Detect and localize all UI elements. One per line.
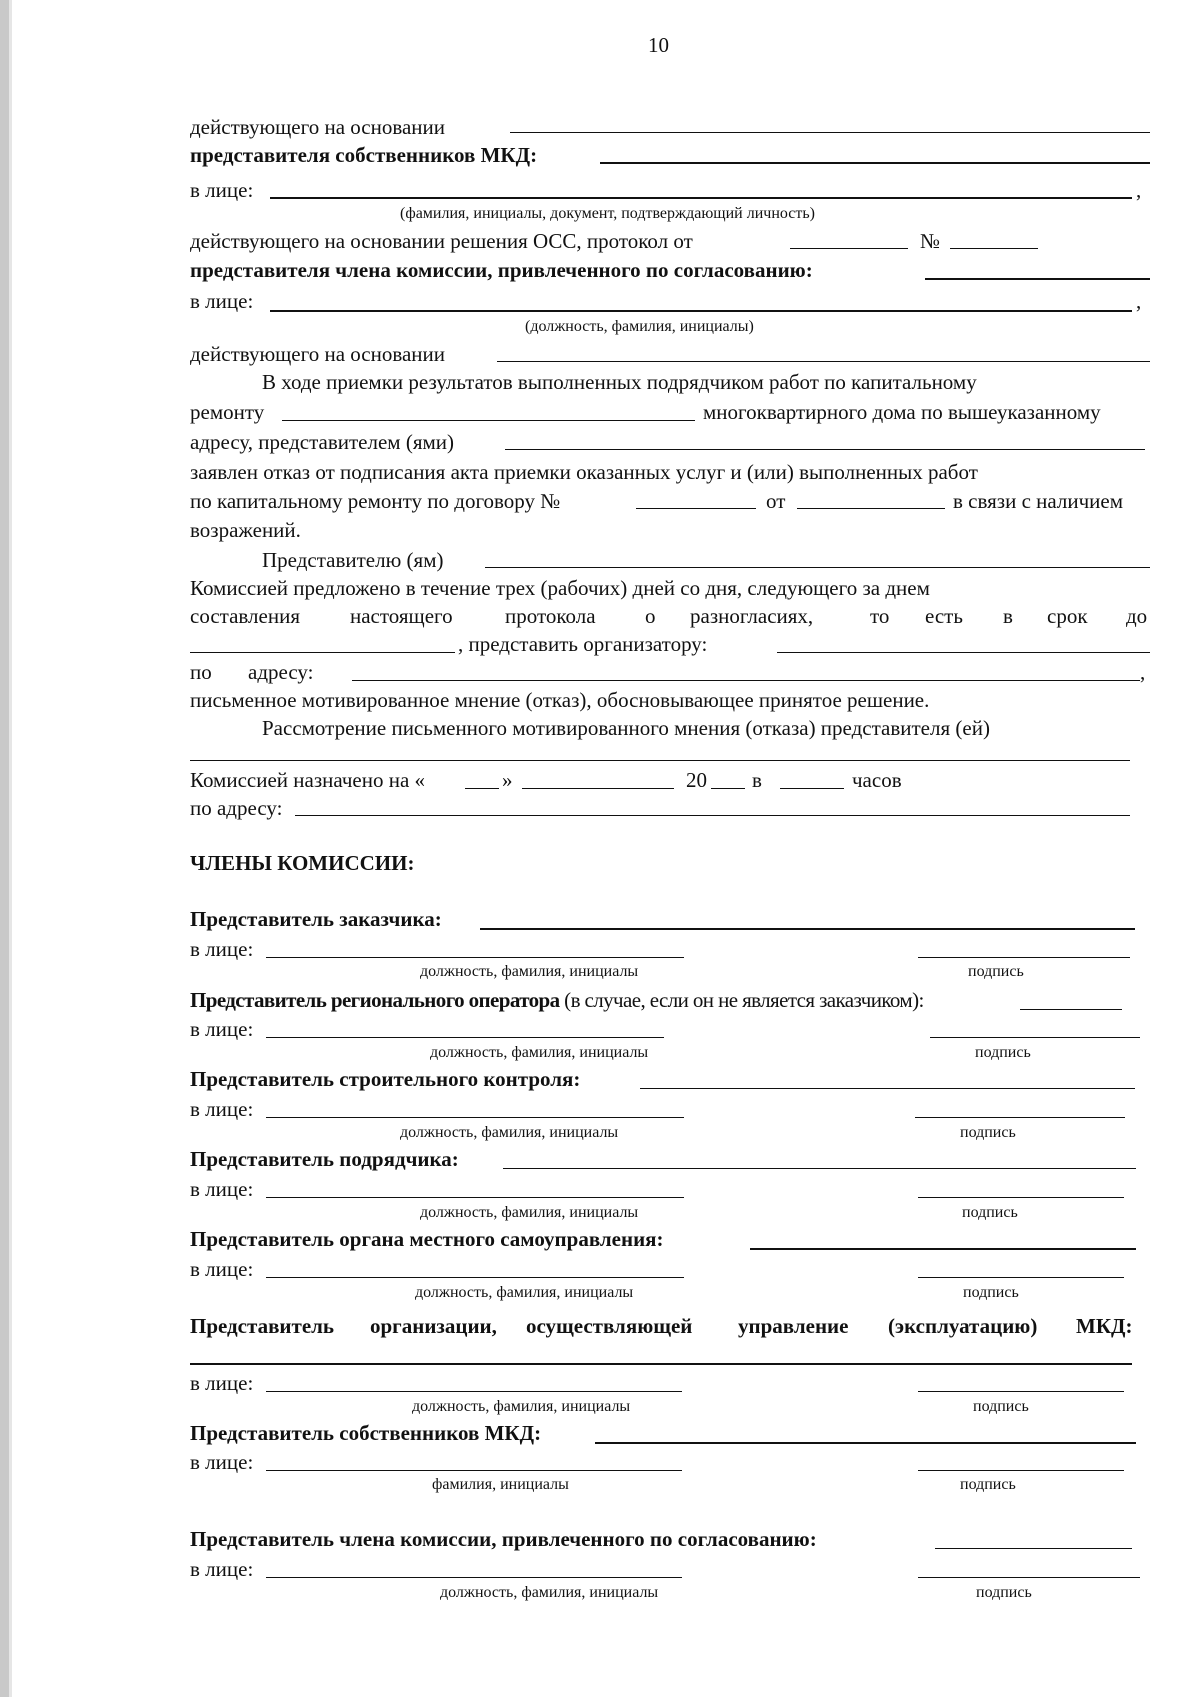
paragraph-text: в связи с наличием [953, 489, 1124, 513]
blank-line[interactable] [270, 310, 1132, 312]
blank-line[interactable] [950, 248, 1038, 249]
signature-line[interactable] [918, 957, 1130, 958]
signature-line[interactable] [918, 1197, 1124, 1198]
paragraph-text: Представителю (ям) [262, 548, 444, 572]
blank-line[interactable] [510, 132, 1150, 133]
acting-basis-label: действующего на основании [190, 115, 446, 139]
blank-line[interactable] [636, 508, 756, 509]
paragraph-word: до [1126, 604, 1148, 628]
signature-line[interactable] [918, 1391, 1124, 1392]
blank-line[interactable] [485, 567, 1150, 568]
in-person-label: в лице: [190, 1097, 254, 1121]
rep-owners-label: Представитель собственников МКД: [190, 1421, 542, 1445]
caption-owner: (фамилия, инициалы, документ, подтверждающий личность) [400, 205, 815, 222]
in-person-label: в лице: [190, 1017, 254, 1041]
blank-line[interactable] [790, 248, 908, 249]
rep-customer-label: Представитель заказчика: [190, 907, 442, 931]
comma: , [1136, 289, 1142, 313]
comma: , [1140, 660, 1146, 684]
blank-line[interactable] [282, 420, 695, 421]
blank-line[interactable] [777, 652, 1150, 653]
signature-line[interactable] [918, 1470, 1124, 1471]
acting-basis-label: действующего на основании [190, 342, 446, 366]
signature-line[interactable] [918, 1577, 1140, 1578]
blank-line[interactable] [503, 1168, 1136, 1169]
paragraph-word: разногласиях, [690, 604, 814, 628]
rep-mgmt-word: МКД: [1076, 1314, 1133, 1338]
number-sign: № [920, 229, 941, 253]
rep-construction-label: Представитель строительного контроля: [190, 1067, 581, 1091]
blank-line[interactable] [266, 1470, 682, 1471]
paragraph-text: по адресу: [190, 796, 283, 820]
blank-line[interactable] [480, 928, 1135, 930]
caption-signature: подпись [962, 1204, 1018, 1221]
rep-mgmt-word: (эксплуатацию) [888, 1314, 1038, 1338]
paragraph-word: в [1003, 604, 1013, 628]
in-person-label: в лице: [190, 289, 254, 313]
owners-rep-label: представителя собственников МКД: [190, 143, 538, 167]
paragraph-text: адресу: [248, 660, 314, 684]
blank-line[interactable] [711, 788, 745, 789]
rep-regional-note: (в случае, если он не является заказчиком): [559, 988, 924, 1012]
blank-line[interactable] [266, 1277, 684, 1278]
paragraph-text: в [752, 768, 762, 792]
paragraph-text: возражений. [190, 518, 301, 542]
rep-mgmt-word: осуществляющей [526, 1314, 693, 1338]
caption-signature: подпись [976, 1584, 1032, 1601]
caption-member: (должность, фамилия, инициалы) [525, 318, 754, 335]
paragraph-text: » [502, 768, 513, 792]
blank-line[interactable] [797, 508, 945, 509]
rep-local-gov-label: Представитель органа местного самоуправления: [190, 1227, 664, 1251]
in-person-label: в лице: [190, 1177, 254, 1201]
paragraph-text: , представить организатору: [458, 632, 708, 656]
paragraph-text: многоквартирного дома по вышеуказанному [703, 400, 1101, 424]
acting-osс-label: действующего на основании решения ОСС, протокол от [190, 229, 693, 253]
paragraph-word: о [645, 604, 656, 628]
comma: , [1136, 178, 1142, 202]
paragraph-text: Комиссией предложено в течение трех (рабочих) дней со дня, следующего за днем [190, 576, 930, 600]
caption-pos-name: должность, фамилия, инициалы [420, 963, 639, 980]
blank-line[interactable] [522, 788, 674, 789]
signature-line[interactable] [930, 1037, 1140, 1038]
paragraph-text: письменное мотивированное мнение (отказ), обосновывающее принятое решение. [190, 688, 930, 712]
blank-line[interactable] [266, 1577, 682, 1578]
blank-line[interactable] [505, 449, 1145, 450]
paragraph-text: 20 [686, 768, 707, 792]
paragraph-text: по капитальному ремонту по договору № [190, 489, 561, 513]
paragraph-word: составления [190, 604, 300, 628]
paragraph-text: по [190, 660, 212, 684]
rep-regional-label [190, 988, 924, 1012]
section-heading: ЧЛЕНЫ КОМИССИИ: [190, 851, 415, 875]
caption-pos-name: должность, фамилия, инициалы [420, 1204, 639, 1221]
caption-pos-name: должность, фамилия, инициалы [412, 1398, 631, 1415]
blank-line[interactable] [266, 1391, 682, 1392]
in-person-label: в лице: [190, 1557, 254, 1581]
rep-regional-bold: Представитель регионального оператора [190, 988, 560, 1012]
blank-line[interactable] [497, 361, 1150, 362]
paragraph-text: ремонту [190, 400, 265, 424]
blank-line[interactable] [465, 788, 499, 789]
paragraph-text: В ходе приемки результатов выполненных подрядчиком работ по капитальному [262, 370, 977, 394]
blank-line[interactable] [595, 1442, 1136, 1444]
blank-line[interactable] [190, 652, 455, 653]
blank-line[interactable] [750, 1248, 1136, 1250]
page-number: 10 [648, 33, 669, 57]
in-person-label: в лице: [190, 1257, 254, 1281]
blank-line[interactable] [295, 815, 1130, 816]
caption-signature: подпись [968, 963, 1024, 980]
blank-line[interactable] [352, 680, 1140, 681]
signature-line[interactable] [918, 1277, 1124, 1278]
paragraph-word: есть [925, 604, 963, 628]
blank-line[interactable] [266, 1037, 664, 1038]
blank-line[interactable] [780, 788, 844, 789]
paragraph-text: от [766, 489, 786, 513]
blank-line[interactable] [1020, 1009, 1122, 1010]
paragraph-word: протокола [505, 604, 596, 628]
caption-pos-name: должность, фамилия, инициалы [430, 1044, 649, 1061]
caption-pos-name: должность, фамилия, инициалы [440, 1584, 659, 1601]
rep-contractor-label: Представитель подрядчика: [190, 1147, 459, 1171]
paragraph-text: адресу, представителем (ями) [190, 430, 454, 454]
caption-signature: подпись [963, 1284, 1019, 1301]
caption-signature: подпись [973, 1398, 1029, 1415]
scan-edge [0, 0, 9, 1697]
caption-signature: подпись [960, 1476, 1016, 1493]
in-person-label: в лице: [190, 1371, 254, 1395]
in-person-label: в лице: [190, 1450, 254, 1474]
caption-signature: подпись [975, 1044, 1031, 1061]
blank-line[interactable] [266, 957, 684, 958]
paragraph-text: Комиссией назначено на « [190, 768, 426, 792]
paragraph-word: срок [1047, 604, 1088, 628]
blank-line[interactable] [640, 1088, 1135, 1089]
rep-mgmt-word: организации, [370, 1314, 497, 1338]
paragraph-word: то [870, 604, 890, 628]
in-person-label: в лице: [190, 937, 254, 961]
caption-name: фамилия, инициалы [432, 1476, 569, 1493]
blank-line[interactable] [600, 162, 1150, 164]
caption-pos-name: должность, фамилия, инициалы [415, 1284, 634, 1301]
paragraph-text: часов [852, 768, 902, 792]
member-rep-label: представителя члена комиссии, привлеченного по согласованию: [190, 258, 813, 282]
signature-line[interactable] [915, 1117, 1125, 1118]
paragraph-word: настоящего [350, 604, 453, 628]
blank-line[interactable] [190, 760, 1130, 761]
blank-line[interactable] [270, 197, 1132, 199]
in-person-label: в лице: [190, 178, 254, 202]
rep-mgmt-word: управление [738, 1314, 849, 1338]
blank-line[interactable] [266, 1197, 684, 1198]
caption-signature: подпись [960, 1124, 1016, 1141]
blank-line[interactable] [925, 278, 1150, 280]
blank-line[interactable] [190, 1363, 1132, 1365]
blank-line[interactable] [935, 1548, 1132, 1549]
paragraph-text: Рассмотрение письменного мотивированного мнения (отказа) представителя (ей) [262, 716, 990, 740]
scan-edge-shadow [9, 0, 12, 1697]
blank-line[interactable] [266, 1117, 684, 1118]
rep-mgmt-word: Представитель [190, 1314, 335, 1338]
rep-member-label: Представитель члена комиссии, привлеченного по согласованию: [190, 1527, 817, 1551]
paragraph-text: заявлен отказ от подписания акта приемки оказанных услуг и (или) выполненных работ [190, 460, 978, 484]
caption-pos-name: должность, фамилия, инициалы [400, 1124, 619, 1141]
